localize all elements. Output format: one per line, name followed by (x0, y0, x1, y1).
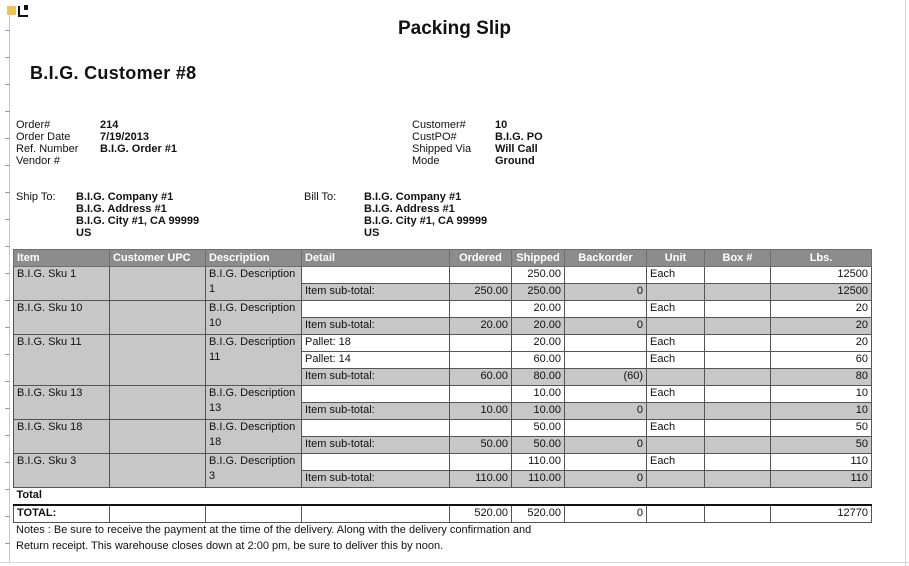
ordered-cell (450, 335, 512, 352)
backorder-cell (565, 352, 647, 369)
subtotal-backorder: 0 (565, 318, 647, 335)
backorder-cell (565, 301, 647, 318)
notes-text: Notes : Be sure to receive the payment at the time of the delivery. Along with the delivery confirmation and Return receipt. This warehouse closes down at 2:00 pm, be sure to deliver this by noon. (16, 524, 532, 552)
customer-info-block (412, 119, 672, 167)
grand-total-backorder: 0 (565, 505, 647, 523)
shipped-cell: 20.00 (512, 301, 565, 318)
column-header-lbs: Lbs. (771, 250, 872, 267)
ship-to-line: B.I.G. City #1, CA 99999 (76, 215, 200, 227)
subtotal-label: Item sub-total: (302, 471, 450, 488)
shipped-cell: 60.00 (512, 352, 565, 369)
subtotal-ordered: 110.00 (450, 471, 512, 488)
ship-to-address (76, 191, 199, 239)
table-row (14, 301, 872, 318)
unit-cell: Each (647, 454, 705, 471)
column-header-unit: Unit (647, 250, 705, 267)
ruler-tick (5, 192, 10, 193)
grand-total-unit-cell (647, 505, 705, 523)
column-header-item: Item (14, 250, 110, 267)
subtotal-lbs: 110 (771, 471, 872, 488)
subtotal-ordered: 60.00 (450, 369, 512, 386)
mode-row (412, 155, 672, 167)
subtotal-shipped: 250.00 (512, 284, 565, 301)
subtotal-ordered: 50.00 (450, 437, 512, 454)
subtotal-lbs: 80 (771, 369, 872, 386)
item-cell: B.I.G. Sku 13 (14, 386, 110, 420)
detail-cell (302, 267, 450, 284)
backorder-cell (565, 454, 647, 471)
description-cell: B.I.G. Description 10 (206, 301, 302, 335)
ruler-tick (5, 138, 10, 139)
detail-cell (302, 386, 450, 403)
order-number-label: Order# (16, 119, 51, 131)
subtotal-label: Item sub-total: (302, 284, 450, 301)
ref-number-label: Ref. Number (16, 143, 79, 155)
grand-total-upc-cell (110, 505, 206, 523)
description-cell: B.I.G. Description 13 (206, 386, 302, 420)
ruler-tick (5, 327, 10, 328)
subtotal-lbs: 12500 (771, 284, 872, 301)
ref-number-value: B.I.G. Order #1 (100, 143, 178, 155)
subtotal-ordered: 10.00 (450, 403, 512, 420)
shipped-via-label: Shipped Via (412, 143, 472, 155)
box-number-cell (705, 335, 771, 352)
column-header-detail: Detail (302, 250, 450, 267)
bill-to-line: B.I.G. Address #1 (364, 203, 455, 215)
subtotal-shipped: 20.00 (512, 318, 565, 335)
report-frame-right (905, 0, 906, 566)
box-number-cell (705, 386, 771, 403)
page-title: Packing Slip (398, 18, 511, 39)
unit-cell: Each (647, 335, 705, 352)
packing-items-table (13, 249, 872, 523)
subtotal-backorder: (60) (565, 369, 647, 386)
description-cell: B.I.G. Description 3 (206, 454, 302, 488)
order-date-value: 7/19/2013 (100, 131, 149, 143)
cust-po-label: CustPO# (412, 131, 457, 143)
detail-cell (302, 301, 450, 318)
column-header-ordered: Ordered (450, 250, 512, 267)
table-row (14, 454, 872, 471)
subtotal-backorder: 0 (565, 471, 647, 488)
order-number-row (16, 119, 276, 131)
order-number-value: 214 (100, 119, 119, 131)
item-cell: B.I.G. Sku 11 (14, 335, 110, 386)
customer-upc-cell (110, 267, 206, 301)
subtotal-label: Item sub-total: (302, 403, 450, 420)
order-info-block (16, 119, 276, 167)
table-row (14, 420, 872, 437)
cust-po-row (412, 131, 672, 143)
unit-cell: Each (647, 386, 705, 403)
ordered-cell (450, 301, 512, 318)
ship-to-line: B.I.G. Company #1 (76, 191, 174, 203)
column-header-box-number: Box # (705, 250, 771, 267)
description-cell: B.I.G. Description 11 (206, 335, 302, 386)
vendor-number-label: Vendor # (16, 155, 61, 167)
subtotal-shipped: 110.00 (512, 471, 565, 488)
ruler-tick (5, 543, 10, 544)
shipped-cell: 50.00 (512, 420, 565, 437)
subtotal-backorder: 0 (565, 437, 647, 454)
subtotal-shipped: 50.00 (512, 437, 565, 454)
subtotal-unit-cell (647, 437, 705, 454)
backorder-cell (565, 335, 647, 352)
subtotal-lbs: 50 (771, 437, 872, 454)
bill-to-line: B.I.G. City #1, CA 99999 (364, 215, 488, 227)
subtotal-unit-cell (647, 284, 705, 301)
subtotal-unit-cell (647, 369, 705, 386)
customer-upc-cell (110, 386, 206, 420)
bill-to-line: US (364, 227, 380, 239)
ruler-tick (5, 516, 10, 517)
grand-total-description-cell (206, 505, 302, 523)
detail-cell: Pallet: 18 (302, 335, 450, 352)
box-number-cell (705, 420, 771, 437)
ship-to-line: B.I.G. Address #1 (76, 203, 167, 215)
subtotal-backorder: 0 (565, 403, 647, 420)
subtotal-lbs: 10 (771, 403, 872, 420)
shipped-cell: 20.00 (512, 335, 565, 352)
ordered-cell (450, 352, 512, 369)
item-cell: B.I.G. Sku 3 (14, 454, 110, 488)
item-cell: B.I.G. Sku 10 (14, 301, 110, 335)
detail-cell: Pallet: 14 (302, 352, 450, 369)
backorder-cell (565, 420, 647, 437)
mode-value: Ground (495, 155, 535, 167)
ruler-tick (5, 84, 10, 85)
ruler-tick (5, 219, 10, 220)
table-row (14, 335, 872, 352)
item-cell: B.I.G. Sku 18 (14, 420, 110, 454)
subtotal-unit-cell (647, 318, 705, 335)
ruler-tick (5, 489, 10, 490)
grand-total-row (14, 505, 872, 523)
lbs-cell: 12500 (771, 267, 872, 284)
backorder-cell (565, 386, 647, 403)
subtotal-label: Item sub-total: (302, 437, 450, 454)
table-footer (14, 488, 872, 523)
description-cell: B.I.G. Description 1 (206, 267, 302, 301)
ruler-tick (5, 57, 10, 58)
lbs-cell: 10 (771, 386, 872, 403)
ship-to-label: Ship To: (16, 191, 56, 203)
grand-total-lbs: 12770 (771, 505, 872, 523)
grand-total-shipped: 520.00 (512, 505, 565, 523)
unit-cell: Each (647, 301, 705, 318)
subtotal-backorder: 0 (565, 284, 647, 301)
total-label-row (14, 488, 872, 506)
shipped-via-value: Will Call (495, 143, 538, 155)
subtotal-box-cell (705, 437, 771, 454)
lbs-cell: 110 (771, 454, 872, 471)
unit-cell: Each (647, 267, 705, 284)
ruler-tick (5, 354, 10, 355)
bill-to-block (304, 191, 564, 239)
column-header-backorder: Backorder (565, 250, 647, 267)
ruler-tick (5, 165, 10, 166)
subtotal-box-cell (705, 471, 771, 488)
shipped-cell: 250.00 (512, 267, 565, 284)
detail-cell (302, 454, 450, 471)
customer-upc-cell (110, 335, 206, 386)
subtotal-ordered: 250.00 (450, 284, 512, 301)
grand-total-label: TOTAL: (14, 505, 110, 523)
subtotal-lbs: 20 (771, 318, 872, 335)
subtotal-unit-cell (647, 403, 705, 420)
total-label: Total (16, 489, 42, 501)
customer-title: B.I.G. Customer #8 (30, 63, 197, 83)
report-anchor-dot-icon (24, 5, 28, 10)
lbs-cell: 20 (771, 301, 872, 318)
subtotal-box-cell (705, 318, 771, 335)
customer-number-value: 10 (495, 119, 508, 131)
shipped-cell: 110.00 (512, 454, 565, 471)
lbs-cell: 20 (771, 335, 872, 352)
ruler-tick (5, 111, 10, 112)
ruler-tick (5, 435, 10, 436)
ref-number-row (16, 143, 276, 155)
order-date-label: Order Date (16, 131, 71, 143)
item-cell: B.I.G. Sku 1 (14, 267, 110, 301)
customer-upc-cell (110, 301, 206, 335)
box-number-cell (705, 301, 771, 318)
column-header-customer-upc: Customer UPC (110, 250, 206, 267)
subtotal-shipped: 80.00 (512, 369, 565, 386)
ordered-cell (450, 386, 512, 403)
lbs-cell: 60 (771, 352, 872, 369)
shipped-via-row (412, 143, 672, 155)
box-number-cell (705, 352, 771, 369)
subtotal-box-cell (705, 369, 771, 386)
ruler-tick (5, 381, 10, 382)
order-date-row (16, 131, 276, 143)
grand-total-ordered: 520.00 (450, 505, 512, 523)
box-number-cell (705, 267, 771, 284)
report-frame-left (9, 14, 10, 562)
customer-number-label: Customer# (412, 119, 466, 131)
table-row (14, 267, 872, 284)
ordered-cell (450, 454, 512, 471)
ruler-tick (5, 273, 10, 274)
vendor-number-row (16, 155, 276, 167)
backorder-cell (565, 267, 647, 284)
subtotal-shipped: 10.00 (512, 403, 565, 420)
ordered-cell (450, 267, 512, 284)
ruler-tick (5, 246, 10, 247)
report-frame-bottom (0, 562, 909, 563)
customer-number-row (412, 119, 672, 131)
lbs-cell: 50 (771, 420, 872, 437)
customer-upc-cell (110, 420, 206, 454)
ruler-tick (5, 300, 10, 301)
bill-to-address (364, 191, 487, 239)
unit-cell: Each (647, 420, 705, 437)
grand-total-box-cell (705, 505, 771, 523)
subtotal-box-cell (705, 403, 771, 420)
mode-label: Mode (412, 155, 440, 167)
subtotal-ordered: 20.00 (450, 318, 512, 335)
bill-to-line: B.I.G. Company #1 (364, 191, 462, 203)
subtotal-unit-cell (647, 471, 705, 488)
ship-to-line: US (76, 227, 92, 239)
report-marker-icon (7, 6, 16, 15)
column-header-shipped: Shipped (512, 250, 565, 267)
box-number-cell (705, 454, 771, 471)
ruler-tick (5, 462, 10, 463)
description-cell: B.I.G. Description 18 (206, 420, 302, 454)
grand-total-detail-cell (302, 505, 450, 523)
unit-cell: Each (647, 352, 705, 369)
column-header-description: Description (206, 250, 302, 267)
bill-to-label: Bill To: (304, 191, 337, 203)
table-header-row (14, 250, 872, 267)
subtotal-label: Item sub-total: (302, 369, 450, 386)
ordered-cell (450, 420, 512, 437)
customer-upc-cell (110, 454, 206, 488)
ruler-tick (5, 408, 10, 409)
table-body (14, 267, 872, 488)
subtotal-box-cell (705, 284, 771, 301)
shipped-cell: 10.00 (512, 386, 565, 403)
ship-to-block (16, 191, 276, 239)
table-row (14, 386, 872, 403)
subtotal-label: Item sub-total: (302, 318, 450, 335)
detail-cell (302, 420, 450, 437)
cust-po-value: B.I.G. PO (495, 131, 543, 143)
